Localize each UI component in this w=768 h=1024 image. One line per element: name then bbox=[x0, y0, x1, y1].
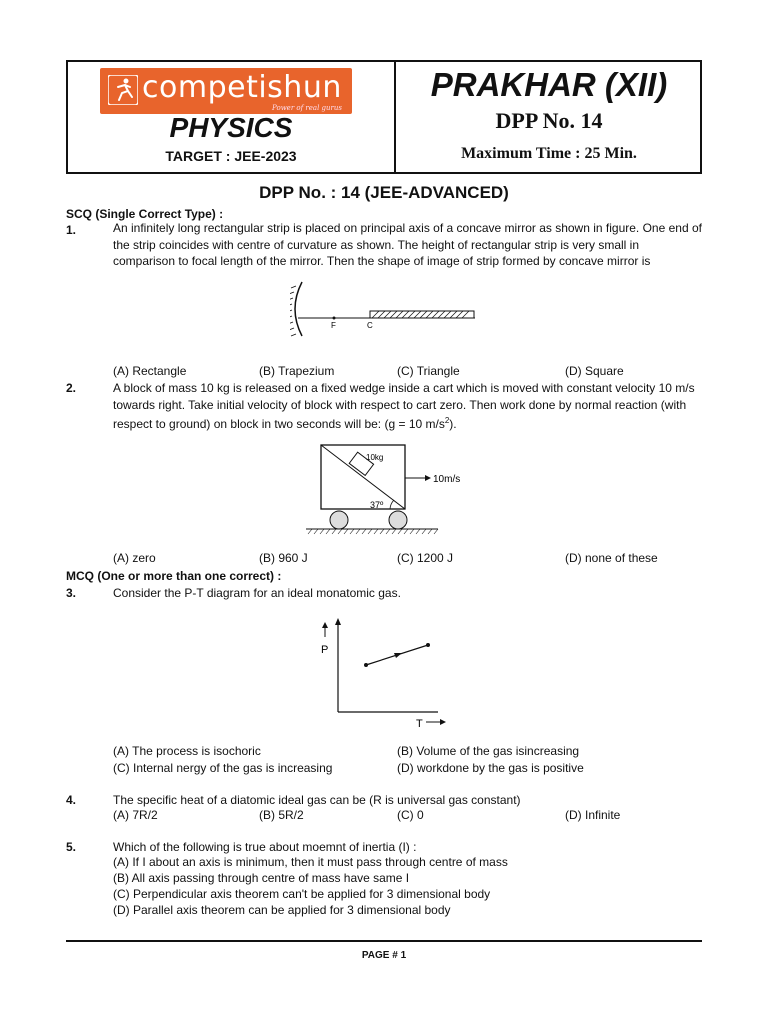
question-2-text bbox=[113, 380, 703, 433]
q5-option-a: (A) If I about an axis is minimum, then it must pass through centre of mass bbox=[113, 855, 508, 869]
question-2-text-sup: 2 bbox=[444, 416, 450, 425]
q3-option-c: (C) Internal nergy of the gas is increasing bbox=[113, 761, 333, 775]
logo-tagline: Power of real gurus bbox=[272, 104, 342, 112]
axis-label-t: T bbox=[416, 718, 423, 730]
q3-option-b: (B) Volume of the gas isincreasing bbox=[397, 744, 580, 758]
figure-label-c: C bbox=[367, 321, 373, 330]
page-number: PAGE # 1 bbox=[361, 950, 407, 961]
target-label: TARGET : JEE-2023 bbox=[165, 148, 297, 164]
velocity-label: 10m/s bbox=[433, 474, 461, 485]
q5-option-b: (B) All axis passing through centre of mass have same I bbox=[113, 871, 410, 885]
q1-option-b: (B) Trapezium bbox=[259, 364, 335, 378]
q4-option-d: (D) Infinite bbox=[565, 808, 621, 822]
concave-mirror-figure bbox=[290, 278, 480, 340]
q4-option-b: (B) 5R/2 bbox=[259, 808, 304, 822]
figure-label-f: F bbox=[331, 321, 336, 330]
angle-label: 37º bbox=[370, 500, 384, 510]
runner-icon bbox=[108, 75, 138, 105]
block-mass-label: 10kg bbox=[366, 453, 384, 462]
q2-option-a: (A) zero bbox=[113, 551, 156, 565]
question-4-number: 4. bbox=[66, 793, 77, 807]
question-2-number: 2. bbox=[66, 381, 77, 395]
brand-logo bbox=[100, 68, 352, 114]
batch-title: PRAKHAR (XII) bbox=[430, 66, 668, 103]
page-title: DPP No. : 14 (JEE-ADVANCED) bbox=[259, 183, 509, 202]
q1-option-c: (C) Triangle bbox=[397, 364, 460, 378]
question-4-text: The specific heat of a diatomic ideal gas can be (R is universal gas constant) bbox=[113, 793, 521, 807]
logo-text: competishun bbox=[142, 70, 342, 105]
question-5-number: 5. bbox=[66, 840, 77, 854]
q3-option-d: (D) workdone by the gas is positive bbox=[397, 761, 584, 775]
q2-option-b: (B) 960 J bbox=[259, 551, 308, 565]
axis-label-p: P bbox=[321, 644, 329, 656]
q1-option-a: (A) Rectangle bbox=[113, 364, 187, 378]
section-scq-heading: SCQ (Single Correct Type) : bbox=[66, 207, 224, 221]
cart-wedge-figure bbox=[300, 440, 480, 540]
q4-option-a: (A) 7R/2 bbox=[113, 808, 158, 822]
q5-option-d: (D) Parallel axis theorem can be applied for 3 dimensional body bbox=[113, 903, 451, 917]
dpp-number: DPP No. 14 bbox=[495, 108, 603, 133]
max-time: Maximum Time : 25 Min. bbox=[461, 145, 637, 162]
pt-diagram-figure bbox=[312, 615, 452, 731]
q4-option-c: (C) 0 bbox=[397, 808, 424, 822]
section-mcq-heading: MCQ (One or more than one correct) : bbox=[66, 569, 282, 583]
question-3-text: Consider the P-T diagram for an ideal monatomic gas. bbox=[113, 586, 401, 600]
q3-option-a: (A) The process is isochoric bbox=[113, 744, 261, 758]
footer-divider bbox=[66, 940, 702, 942]
subject-title: PHYSICS bbox=[169, 112, 293, 143]
question-2-text-main: A block of mass 10 kg is released on a fixed wedge inside a cart which is moved with constant velocity 10 m/s towards right. Take initial velocity of block with respect to cart zero. Then work done by normal reaction (with respect to ground) on block in two seconds will be: (g = 10 m/s bbox=[113, 381, 695, 431]
question-2-text-end: ). bbox=[449, 417, 457, 431]
q1-option-d: (D) Square bbox=[565, 364, 624, 378]
question-1-number: 1. bbox=[66, 223, 77, 237]
question-5-text: Which of the following is true about moemnt of inertia (I) : bbox=[113, 840, 417, 854]
q2-option-c: (C) 1200 J bbox=[397, 551, 454, 565]
question-3-number: 3. bbox=[66, 586, 77, 600]
q2-option-d: (D) none of these bbox=[565, 551, 658, 565]
header-box bbox=[66, 60, 702, 174]
q5-option-c: (C) Perpendicular axis theorem can't be applied for 3 dimensional body bbox=[113, 887, 491, 901]
question-1-text: An infinitely long rectangular strip is placed on principal axis of a concave mirror as shown in figure. One end of the strip coincides with centre of curvature as shown. The height of rectangular strip is very small in comparison to focal length of the mirror. Then the shape of image of strip formed by concave mirror is bbox=[113, 221, 702, 268]
